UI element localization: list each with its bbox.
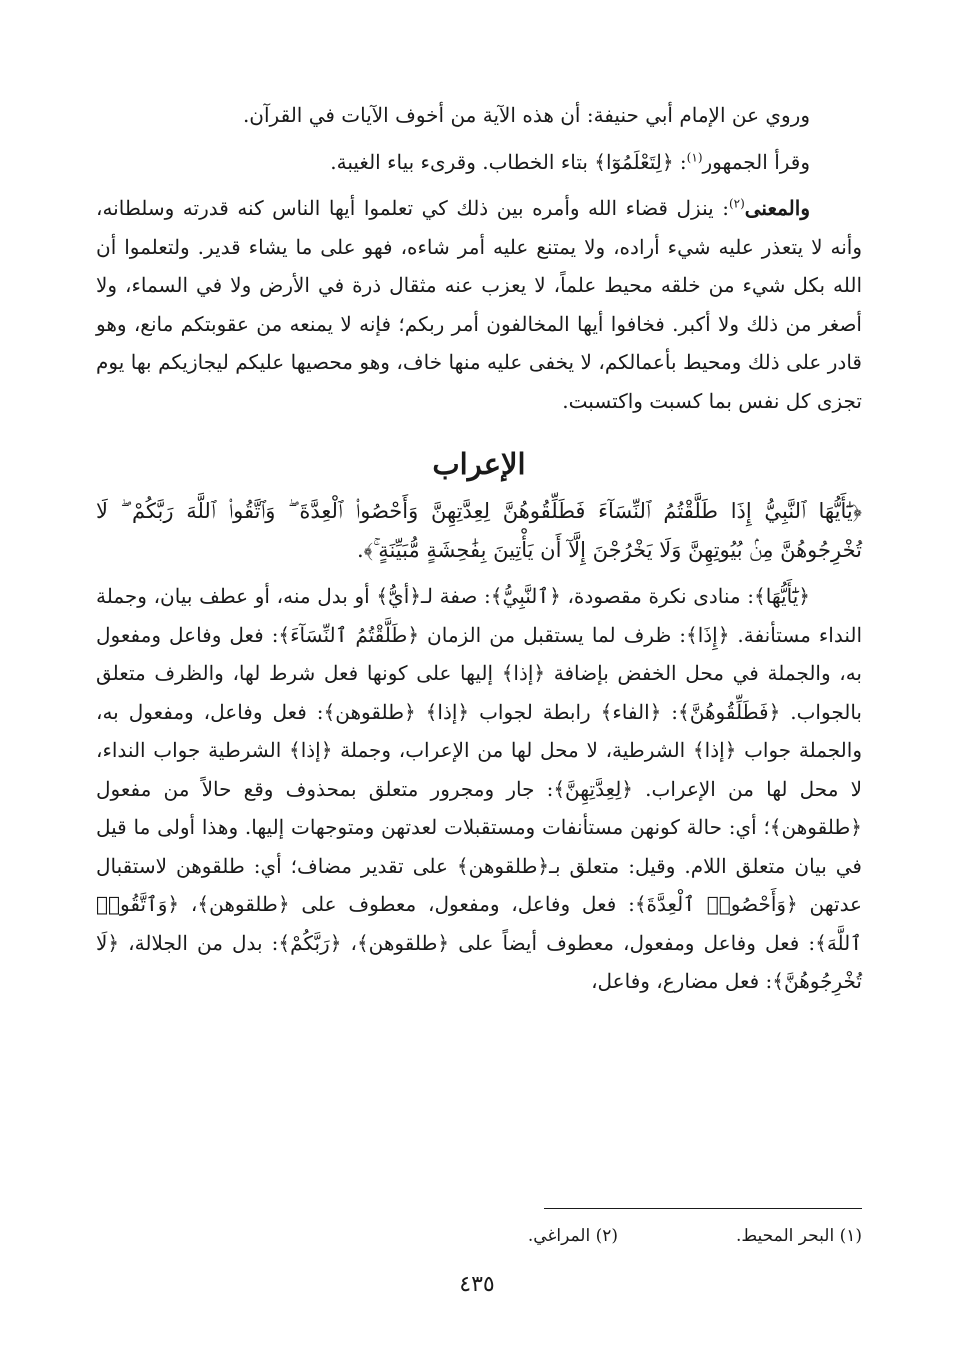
qiraat-text: : ﴿لِتَعْلَمُوٓا﴾ بتاء الخطاب. وقرىء بياء الغيبة. (330, 149, 687, 174)
footnote-1: (١) البحر المحيط. (736, 1226, 862, 1246)
section-heading: الإعراب (432, 447, 526, 481)
meaning-lead: والمعنى (744, 196, 810, 220)
paragraph-abu-hanifa: وروي عن الإمام أبي حنيفة: أن هذه الآية من أخوف الآيات في القرآن. (242, 103, 810, 127)
footnote-ref-2: (٢) (728, 196, 745, 211)
footnote-divider (544, 1208, 862, 1209)
meaning-text: : ينزل قضاء الله وأمره بين ذلك كي تعلموا أيها الناس كنه قدرته وسلطانه، وأنه لا يتعذر عليه شيء أراده، ولا يمتنع عليه أمر شاءه، فهو على ما يشاء قدير. ولتعلموا أن الله بكل شيء من خلقه محيط علماً، لا يعزب عنه مثقال ذرة في الأرض ولا في السماء، ولا أصغر من ذلك ولا أكبر. فخافوا أيها المخالفون أمر ربكم؛ فإنه لا يمنعه من عقوبتكم مانع، وهو قادر على ذلك ومحيط بأعمالكم، لا يخفى عليه منها خاف، وهو محصيها عليكم ليجازيكم بها يوم تجزى كل نفس بما كسبت واكتسبت. (96, 196, 862, 413)
paragraph-qiraat (96, 143, 862, 182)
qiraat-lead: وقرأ الجمهور (702, 149, 810, 174)
body-text (96, 96, 862, 1001)
paragraph-meaning (96, 189, 862, 420)
footnote-ref-1: (١) (686, 149, 703, 164)
footnote-2: (٢) المراغي. (527, 1226, 619, 1246)
page-number: ٤٣٥ (459, 1272, 495, 1297)
footnotes (96, 1222, 862, 1250)
quran-verse: ﴿يَٰٓأَيُّهَا ٱلنَّبِيُّ إِذَا طَلَّقْتُمُ ٱلنِّسَآءَ فَطَلِّقُوهُنَّ لِعِدَّتِهِنَّ وَأَحْصُوا۟ ٱلْعِدَّةَ ۖ وَٱتَّقُوا۟ ٱللَّهَ رَبَّكُمْ ۖ لَا تُخْرِجُوهُنَّ مِنۢ بُيُوتِهِنَّ وَلَا يَخْرُجْنَ إِلَّآ أَن يَأْتِينَ بِفَٰحِشَةٍ مُّبَيِّنَةٍ ۚ﴾. (96, 499, 862, 562)
irab-analysis: ﴿يَٰٓأَيُّهَا﴾: منادى نكرة مقصودة، ﴿ٱلنَّبِيُّ﴾: صفة لـ﴿أيُّ﴾ أو بدل منه، أو عطف بيان، وجملة النداء مستأنفة. ﴿إِذَا﴾: ظرف لما يستقبل من الزمان ﴿طَلَّقْتُمُ ٱلنِّسَآءَ﴾: فعل وفاعل ومفعول به، والجملة في محل الخفض بإضافة ﴿إذا﴾ إليها على كونها فعل شرط لها، والظرف متعلق بالجواب. ﴿فَطَلِّقُوهُنَّ﴾: ﴿الفاء﴾ رابطة لجواب ﴿إذا﴾ ﴿طلقوهن﴾: فعل وفاعل، ومفعول به، والجملة جواب ﴿إذا﴾ الشرطية، لا محل لها من الإعراب، وجملة ﴿إذا﴾ الشرطية جواب النداء، لا محل لها من الإعراب. ﴿لِعِدَّتِهِنَّ﴾: جار ومجرور متعلق بمحذوف وقع حالاً من مفعول ﴿طلقوهن﴾؛ أي: حالة كونهن مستأنفات ومستقبلات لعدتهن ومتوجهات إليها. وهذا أولى ما قيل في بيان متعلق اللام. وقيل: متعلق بـ﴿طلقوهن﴾ على تقدير مضاف؛ أي: طلقوهن لاستقبال عدتهن ﴿وَأَحْصُوا۟ ٱلْعِدَّةَ﴾: فعل وفاعل، ومفعول، معطوف على ﴿طلقوهن﴾، ﴿وَٱتَّقُوا۟ ٱللَّهَ﴾: فعل وفاعل ومفعول، معطوف أيضاً على ﴿طلقوهن﴾، ﴿رَبَّكُمْ﴾: بدل من الجلالة، ﴿لَا تُخْرِجُوهُنَّ﴾: فعل مضارع، وفاعل، (96, 584, 862, 993)
